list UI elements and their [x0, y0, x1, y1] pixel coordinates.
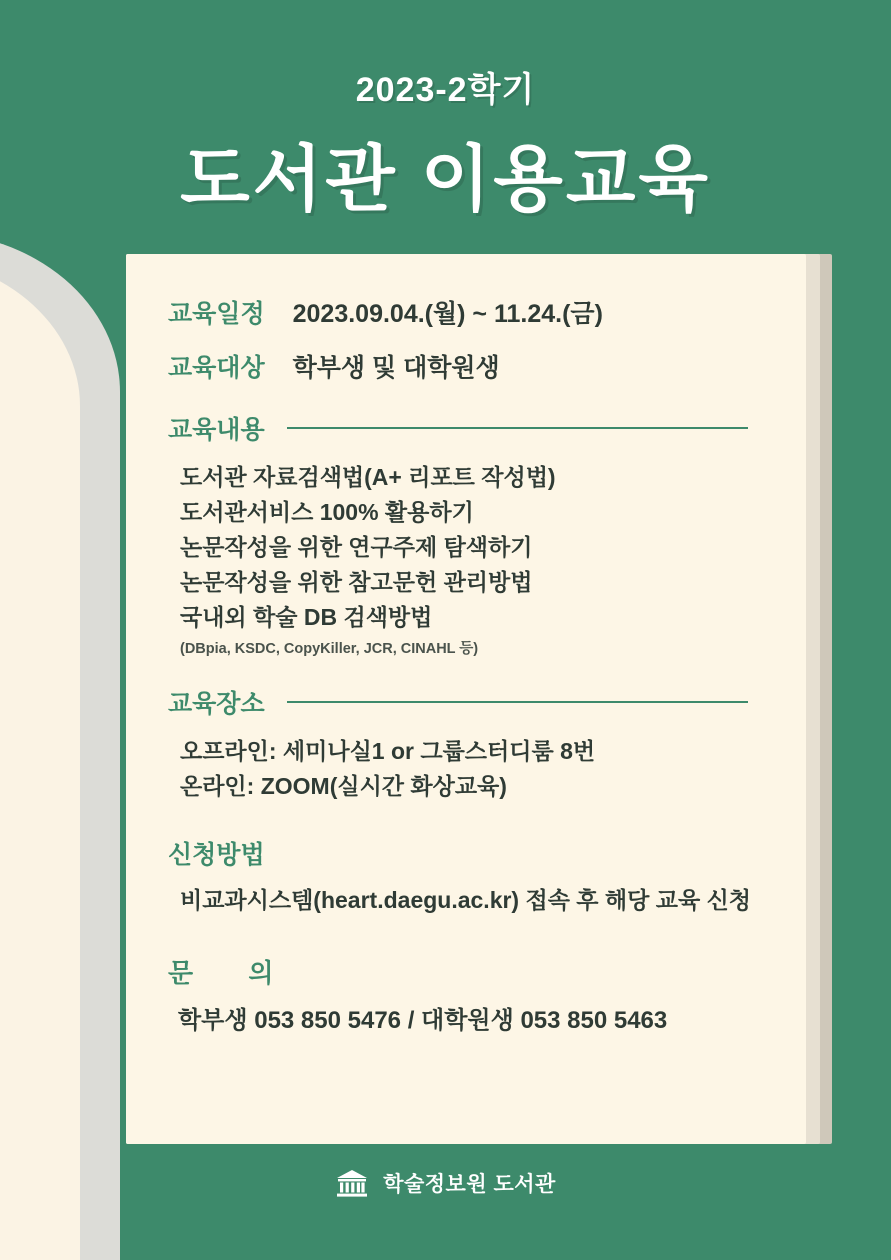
contact-value: 학부생 053 850 5476 / 대학원생 053 850 5463: [178, 1006, 668, 1034]
page-title: 도서관 이용교육: [180, 140, 711, 220]
poster-footer: [0, 1168, 891, 1198]
audience-row: [168, 348, 764, 384]
schedule-label: 교육일정: [168, 300, 265, 328]
content-label: 교육내용: [168, 416, 265, 444]
schedule-row: [168, 294, 764, 330]
content-divider-line: [287, 427, 748, 429]
list-item: 도서관서비스 100% 활용하기: [180, 498, 474, 525]
list-item: 국내외 학술 DB 검색방법: [180, 603, 433, 630]
list-item: 논문작성을 위한 참고문헌 관리방법: [180, 568, 533, 595]
contact-label: 문 의: [168, 957, 298, 988]
apply-label: 신청방법: [168, 841, 265, 870]
place-section-header: [168, 684, 764, 720]
poster-header: [0, 0, 891, 250]
library-building-icon: [335, 1168, 369, 1198]
place-line-online: 온라인: ZOOM(실시간 화상교육): [180, 773, 507, 800]
semester-label: 2023-2학기: [355, 71, 536, 109]
list-item: 논문작성을 위한 연구주제 탐색하기: [180, 533, 533, 560]
footer-text: 학술정보원 도서관: [383, 1173, 556, 1196]
page-curl-gray-layer: [0, 232, 120, 1260]
audience-value: 학부생 및 대학원생: [292, 354, 500, 382]
audience-label: 교육대상: [168, 354, 265, 382]
page-curl-cream-layer: [0, 256, 80, 1260]
place-line-offline: 오프라인: 세미나실1 or 그룹스터디룸 8번: [180, 737, 596, 764]
content-list: [168, 460, 764, 635]
list-item: 도서관 자료검색법(A+ 리포트 작성법): [180, 464, 556, 490]
apply-section-header: [168, 835, 764, 871]
content-note: (DBpia, KSDC, CopyKiller, JCR, CINAHL 등): [180, 640, 479, 657]
info-card: [126, 254, 806, 1144]
content-section-header: [168, 410, 764, 446]
place-label: 교육장소: [168, 689, 265, 718]
schedule-value: 2023.09.04.(월) ~ 11.24.(금): [292, 300, 603, 328]
apply-line: 비교과시스템(heart.daegu.ac.kr) 접속 후 해당 교육 신청: [180, 887, 752, 914]
place-divider-line: [287, 701, 748, 703]
